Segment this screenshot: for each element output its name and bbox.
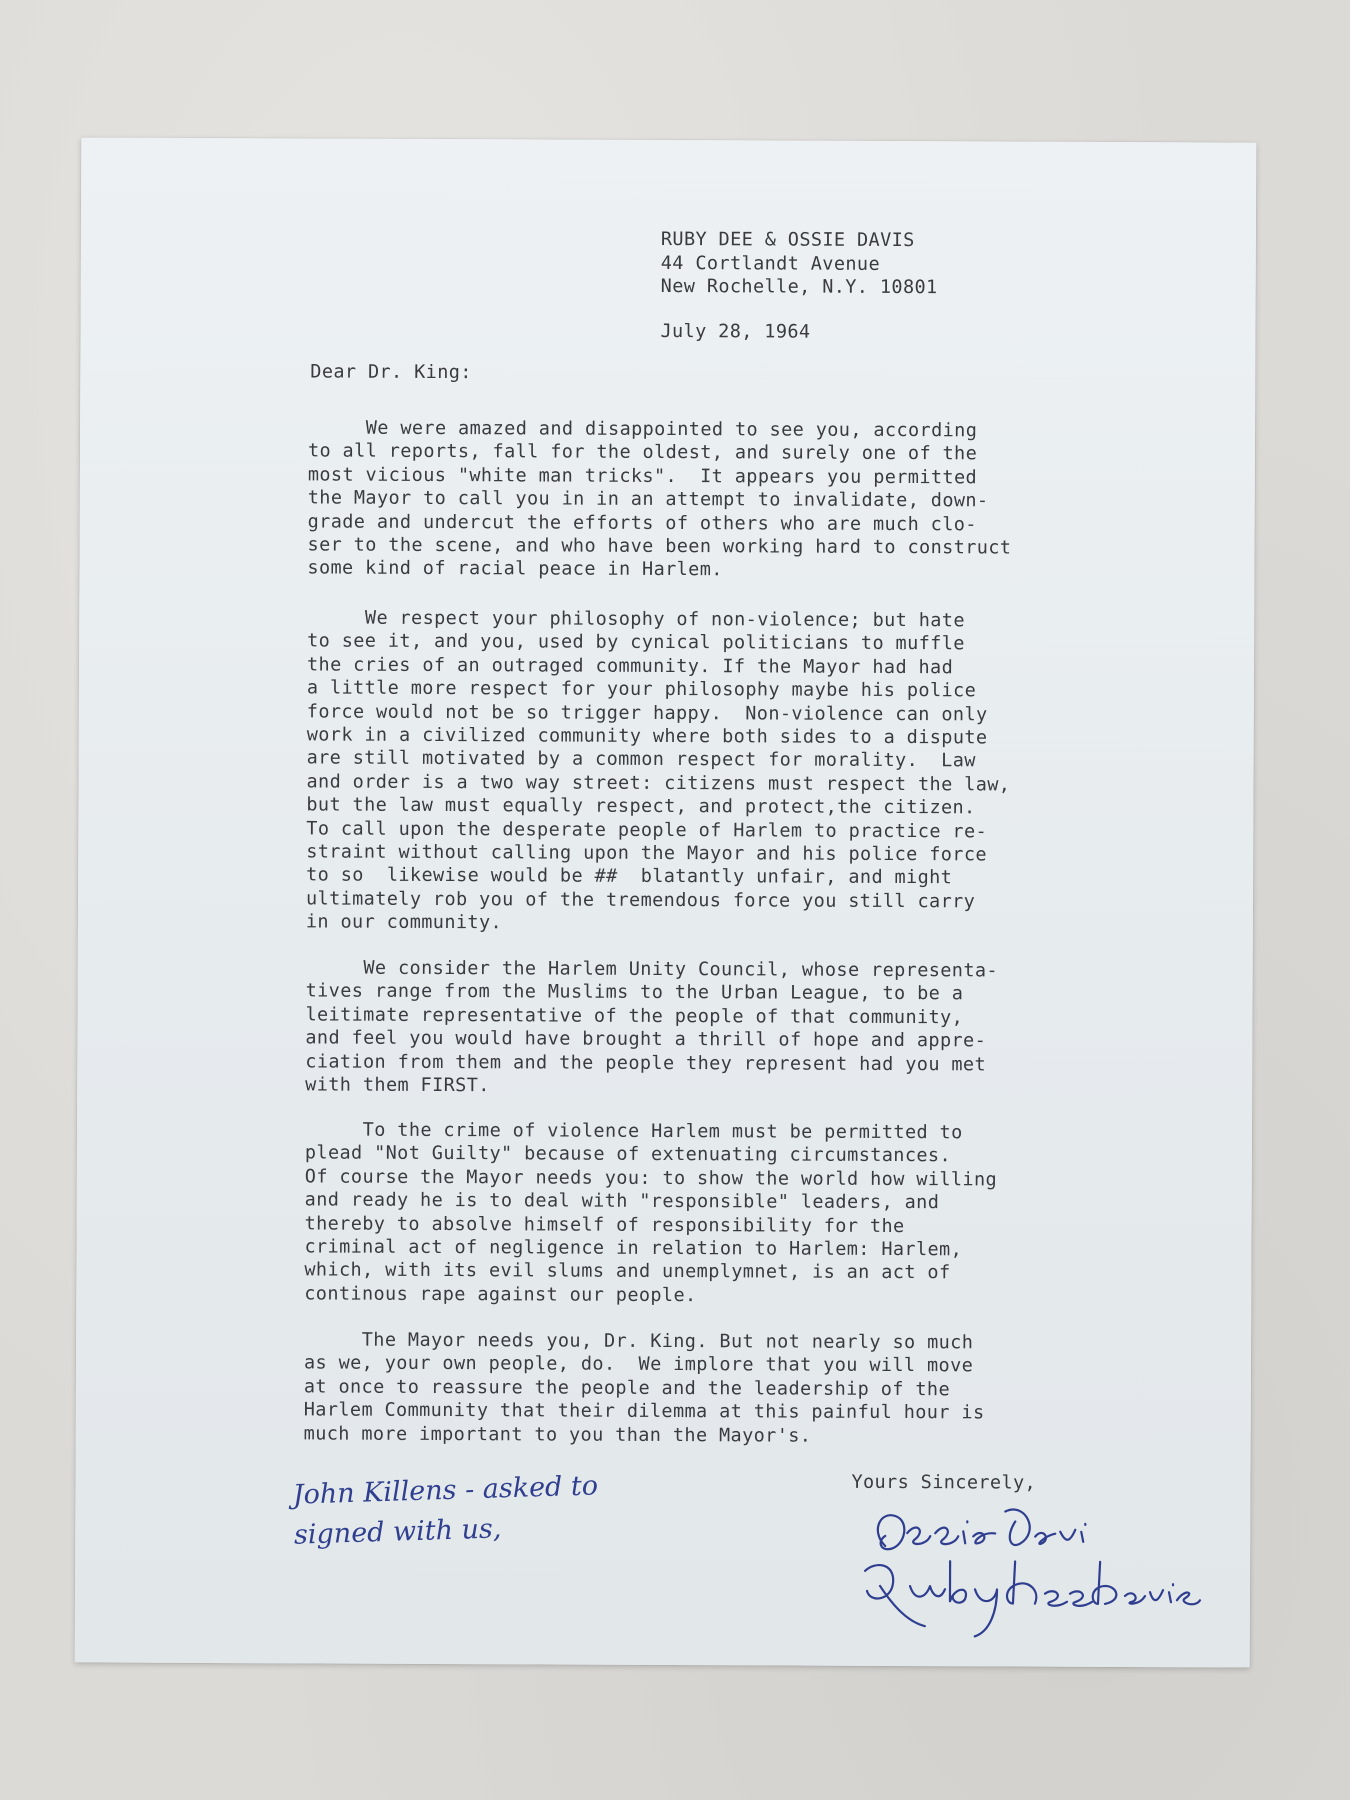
text-line: and ready he is to deal with "responsible" leaders, and [304,1189,940,1214]
text-line: We respect your philosophy of non-violence; but hate [307,607,965,632]
handwritten-line: signed with us, [293,1513,502,1551]
text-line: the Mayor to call you in in an attempt to invalidate, down- [307,487,989,512]
letter-date: July 28, 1964 [660,320,811,343]
text-line: but the law must equally respect, and protect,the citizen. [306,794,976,819]
text-line: The Mayor needs you, Dr. King. But not nearly so much [304,1329,974,1354]
text-line: criminal act of negligence in relation to Harlem: Harlem, [304,1236,963,1261]
letterhead-street: 44 Cortlandt Avenue [660,252,881,275]
body-paragraph-5 [304,1328,985,1448]
body-paragraph-2 [306,606,1011,937]
closing: Yours Sincerely, [851,1471,1037,1494]
signatures [855,1491,1216,1643]
text-line: Harlem Community that their dilemma at this painful hour is [303,1399,985,1424]
body-paragraph-1 [307,416,1012,583]
text-line: ser to the scene, and who have been working hard to construct [307,534,1012,559]
text-line: much more important to you than the Mayor's. [303,1423,812,1447]
text-line: leitimate representative of the people of that community, [305,1004,964,1029]
handwritten-line: John Killens - asked to [292,1470,599,1511]
text-line: To the crime of violence Harlem must be permitted to [304,1119,963,1144]
text-line: grade and undercut the efforts of others who are much clo- [307,511,977,535]
text-line: Of course the Mayor needs you: to show the world how willing [304,1166,998,1191]
handwritten-note [292,1463,714,1556]
text-line: thereby to absolve himself of responsibility for the [304,1213,905,1237]
body-paragraph-3 [305,956,998,1099]
text-line: and feel you would have brought a thrill of hope and appre- [305,1027,987,1052]
text-line: which, with its evil slums and unemplymnet, is an act of [304,1259,951,1284]
letterhead-city: New Rochelle, N.Y. 10801 [660,275,938,299]
body-paragraph-4 [304,1118,997,1308]
text-line: to so likewise would be ## blatantly unfair, and might [306,864,953,889]
text-line: to all reports, fall for the oldest, and surely one of the [307,440,978,465]
text-line: ciation from them and the people they represent had you met [305,1051,987,1076]
signature-ruby-dee-davis [865,1561,1200,1637]
text-line: to see it, and you, used by cynical politicians to muffle [307,630,965,655]
text-line: a little more respect for your philosophy maybe his police [306,677,977,702]
text-line: as we, your own people, do. We implore that you will move [303,1352,974,1377]
text-line: force would not be so trigger happy. Non-violence can only [306,701,988,726]
text-line: some kind of racial peace in Harlem. [307,557,723,581]
text-line: are still motivated by a common respect for morality. Law [306,747,976,772]
text-line: ultimately rob you of the tremendous force you still carry [305,888,976,913]
text-line: straint without calling upon the Mayor and his police force [306,841,988,866]
text-line: plead "Not Guilty" because of extenuating circumstances. [304,1142,952,1167]
letterhead-name: RUBY DEE & OSSIE DAVIS [660,228,915,252]
text-line: with them FIRST. [305,1074,490,1097]
text-line: the cries of an outraged community. If the Mayor had had [306,654,954,679]
text-line: and order is a two way street: citizens must respect the law, [306,771,1011,796]
text-line: work in a civilized community where both sides to a dispute [306,724,988,749]
signature-graphic [855,1491,1216,1643]
text-line: most vicious "white man tricks". It appears you permitted [307,464,978,489]
salutation: Dear Dr. King: [310,361,472,384]
text-line: tives range from the Muslims to the Urban League, to be a [305,980,964,1005]
signature-ossie-davis [878,1509,1086,1550]
text-line: continous rape against our people. [304,1283,697,1306]
letter-sheet [75,137,1257,1667]
text-line: To call upon the desperate people of Harlem to practice re- [306,818,988,843]
text-line: We were amazed and disappointed to see you, according [308,417,978,442]
text-line: at once to reassure the people and the leadership of the [303,1376,951,1401]
text-line: in our community. [305,911,503,934]
text-line: We consider the Harlem Unity Council, whose representa- [305,957,999,982]
letterhead [661,228,938,300]
